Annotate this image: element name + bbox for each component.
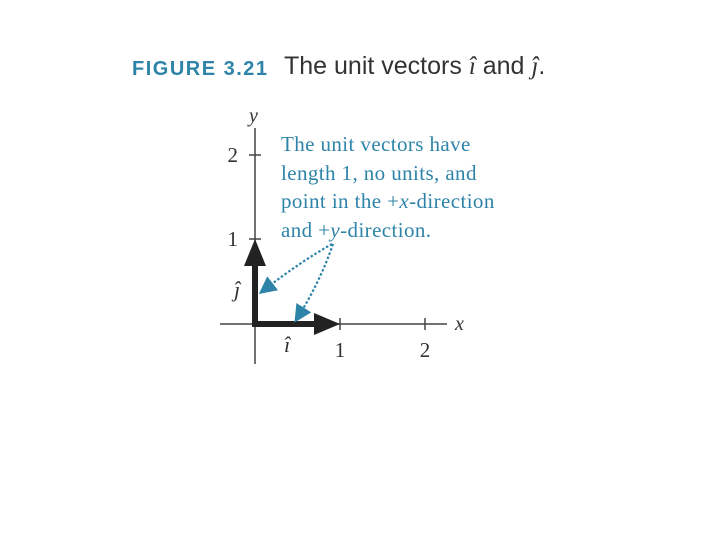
- title-i-hat: î: [468, 53, 476, 80]
- y-tick-label-1: 1: [227, 227, 238, 251]
- figure-label: FIGURE 3.21: [132, 58, 269, 80]
- title-period: .: [538, 52, 546, 80]
- annotation-y-variable: y: [330, 217, 341, 242]
- title-conjunction: and: [482, 52, 525, 80]
- j-hat-label: ĵ: [234, 277, 241, 302]
- annotation-line-3-end: -direction: [409, 189, 495, 213]
- annotation-text: [281, 130, 551, 244]
- annotation-line-4-start: and +: [281, 217, 331, 242]
- annotation-line-4: [281, 216, 551, 245]
- y-tick-label-2: 2: [227, 143, 238, 167]
- annotation-x-variable: x: [399, 189, 410, 213]
- annotation-line-4-end: -direction.: [340, 217, 432, 242]
- annotation-line-1: The unit vectors have: [281, 132, 471, 156]
- x-tick-label-2: 2: [419, 338, 431, 362]
- j-hat-arrowhead: [244, 239, 266, 266]
- annotation-line-3-start: point in the +: [281, 189, 400, 213]
- i-hat-arrowhead: [314, 313, 340, 335]
- x-axis-label: x: [455, 313, 464, 335]
- annotation-line-3: [281, 187, 551, 216]
- annotation-line-2: length 1, no units, and: [281, 160, 477, 185]
- y-axis-label: y: [249, 105, 258, 127]
- title-j-hat: ĵ: [531, 53, 539, 80]
- x-tick-label-1: 1: [334, 338, 346, 362]
- pointer-arrow-to-j: [264, 244, 332, 290]
- i-hat-label: î: [284, 332, 291, 357]
- title-prefix: The unit vectors: [284, 52, 462, 80]
